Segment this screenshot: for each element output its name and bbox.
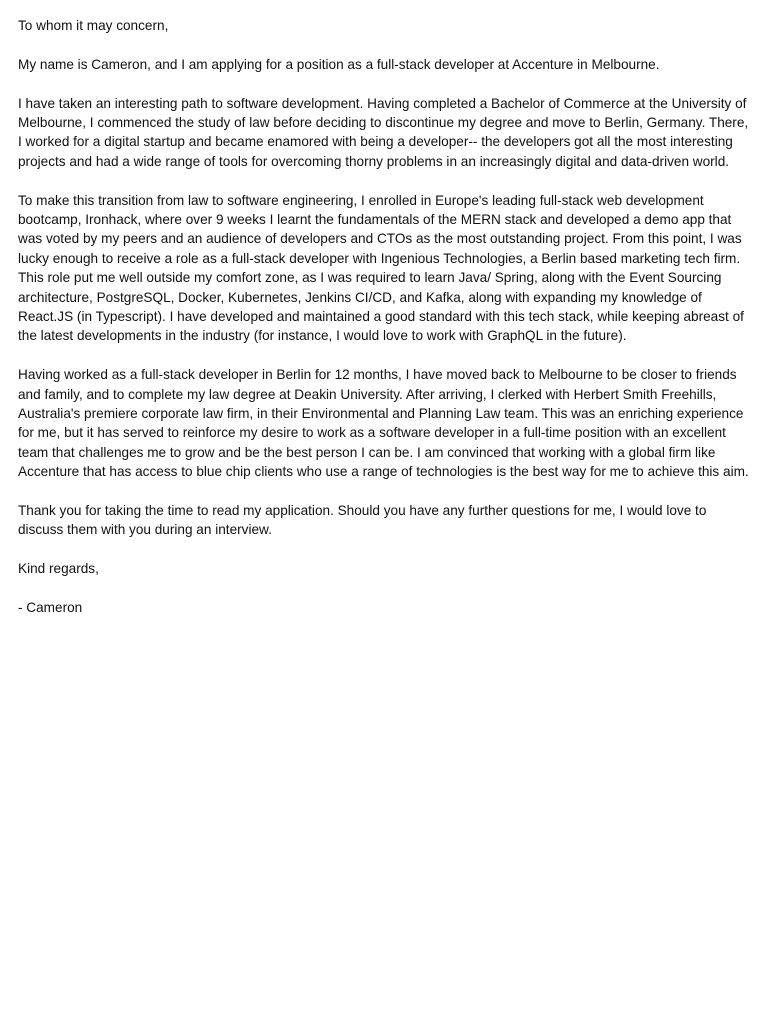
background-paragraph: I have taken an interesting path to software development. Having completed a Bachelor of Commerce at the University of Melbourne, I commenced the study of law before deciding to discontinue my degree and move to Berlin, Germany. There, I worked for a digital startup and became enamored with being a developer-- the developers got all the most interesting projects and had a wide range of tools for overcoming thorny problems in an increasingly digital and data-driven world. [18, 95, 749, 169]
cover-letter [18, 16, 753, 637]
salutation: To whom it may concern, [18, 18, 169, 33]
sign-off: Kind regards, [18, 561, 99, 577]
melbourne-paragraph: Having worked as a full-stack developer in Berlin for 12 months, I have moved back to Melbourne to be closer to friends and family, and to complete my law degree at Deakin University. After arriving, I clerked with Herbert Smith Freehills, Australia's premiere corporate law firm, in their Environmental and Planning Law team. This was an enriching experience for me, but it has served to reinforce my desire to work as a software developer in a full-time position with an excellent team that challenges me to grow and be the best person I can be. I am convinced that working with a global firm like Accenture that has access to blue chip clients who use a range of technologies is the best way for me to achieve this aim. [18, 367, 749, 480]
closing-paragraph: Thank you for taking the time to read my application. Should you have any further questions for me, I would love to discuss them with you during an interview. [18, 503, 707, 538]
signature: - Cameron [18, 600, 83, 616]
transition-paragraph: To make this transition from law to software engineering, I enrolled in Europe's leading full-stack web development bootcamp, Ironhack, where over 9 weeks I learnt the fundamentals of the MERN stack and developed a demo app that was voted by my peers and an audience of developers and CTOs as the most outstanding project. From this point, I was lucky enough to receive a role as a full-stack developer with Ingenious Technologies, a Berlin based marketing tech firm. This role put me well outside my comfort zone, as I was required to learn Java/ Spring, along with the Event Sourcing architecture, PostgreSQL, Docker, Kubernetes, Jenkins CI/CD, and Kafka, along with expanding my knowledge of React.JS (in Typescript). I have developed and maintained a good standard with this tech stack, while keeping abreast of the latest developments in the industry (for instance, I would love to work with GraphQL in the future). [18, 192, 744, 344]
intro-paragraph: My name is Cameron, and I am applying for a position as a full-stack developer at Accenture in Melbourne. [18, 56, 660, 72]
